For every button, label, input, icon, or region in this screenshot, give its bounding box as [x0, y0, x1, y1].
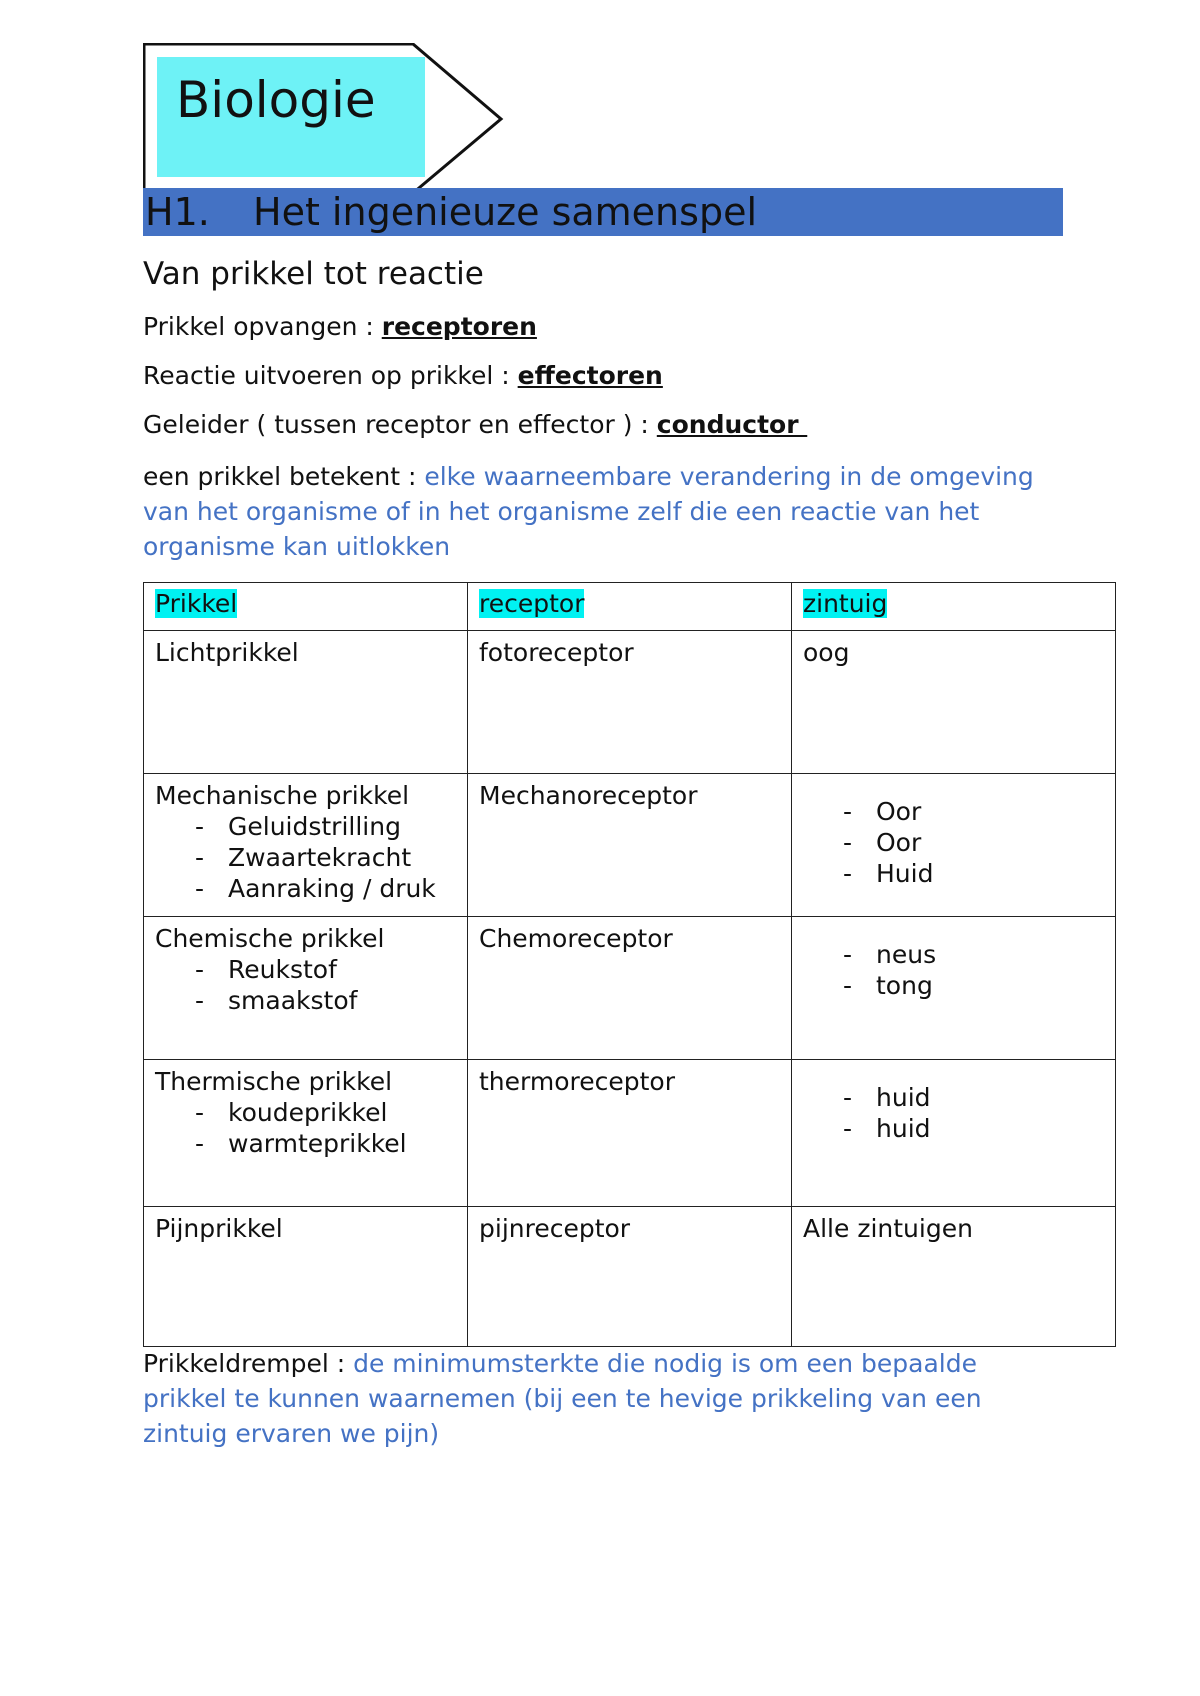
chapter-heading: [143, 188, 1063, 236]
header-cell: [792, 583, 1116, 631]
list-item-text: Aanraking / druk: [228, 874, 436, 903]
list-item-text: warmteprikkel: [228, 1129, 407, 1158]
zintuig-list: [803, 1066, 1104, 1144]
receptor-name: Chemoreceptor: [479, 924, 673, 953]
cell-prikkel: [144, 1060, 468, 1207]
list-item-text: huid: [876, 1114, 931, 1143]
zintuig-name: Alle zintuigen: [803, 1214, 973, 1243]
list-item: [155, 1097, 456, 1128]
list-item-text: koudeprikkel: [228, 1098, 388, 1127]
stimulus-label: een prikkel betekent :: [143, 462, 425, 491]
table-row: [144, 917, 1116, 1060]
header-prikkel: Prikkel: [155, 589, 238, 618]
zintuig-name: oog: [803, 638, 850, 667]
table-row: [144, 774, 1116, 917]
prikkel-name: Mechanische prikkel: [155, 781, 410, 810]
list-item-text: Zwaartekracht: [228, 843, 412, 872]
cell-zintuig: [792, 1207, 1116, 1347]
receptor-name: fotoreceptor: [479, 638, 634, 667]
definition-term: conductor: [656, 410, 808, 439]
table-row: [144, 1207, 1116, 1347]
list-item-text: Geluidstrilling: [228, 812, 401, 841]
list-item: [803, 827, 1104, 858]
definition-conductor: [143, 410, 807, 439]
receptor-name: Mechanoreceptor: [479, 781, 698, 810]
definition-effectors: [143, 361, 663, 390]
table-header-row: [144, 583, 1116, 631]
cell-receptor: [468, 1060, 792, 1207]
receptor-name: thermoreceptor: [479, 1067, 675, 1096]
definition-term: effectoren: [517, 361, 663, 390]
table-row: [144, 1060, 1116, 1207]
cell-receptor: [468, 917, 792, 1060]
cell-zintuig: [792, 1060, 1116, 1207]
list-item-text: neus: [876, 940, 937, 969]
threshold-definition: [143, 1346, 1063, 1451]
definition-label: Geleider ( tussen receptor en effector ) :: [143, 410, 657, 439]
list-item: [155, 1128, 456, 1159]
prikkel-name: Lichtprikkel: [155, 638, 299, 667]
list-item-text: Huid: [876, 859, 934, 888]
cell-prikkel: [144, 631, 468, 774]
section-title: Van prikkel tot reactie: [143, 256, 484, 292]
header-zintuig: zintuig: [803, 589, 888, 618]
sub-list: [155, 954, 456, 1016]
header-cell: [468, 583, 792, 631]
list-item: [803, 858, 1104, 889]
cell-receptor: [468, 631, 792, 774]
list-item: [803, 796, 1104, 827]
chapter-title: Het ingenieuze samenspel: [253, 190, 758, 234]
cell-prikkel: [144, 917, 468, 1060]
header-cell: [144, 583, 468, 631]
list-item-text: tong: [876, 971, 933, 1000]
prikkel-name: Thermische prikkel: [155, 1067, 393, 1096]
list-item: [155, 811, 456, 842]
threshold-label: Prikkeldrempel :: [143, 1349, 354, 1378]
list-item: [155, 873, 456, 904]
receptor-name: pijnreceptor: [479, 1214, 631, 1243]
list-item: [155, 954, 456, 985]
stimulus-text: elke waarneembare verandering in de omgeving van het organisme of in het organisme zelf die een reactie van het organisme kan uitlokken: [143, 462, 1034, 561]
zintuig-list: [803, 923, 1104, 1001]
cell-zintuig: [792, 631, 1116, 774]
list-item: [155, 985, 456, 1016]
cell-zintuig: [792, 917, 1116, 1060]
threshold-text: de minimumsterkte die nodig is om een bepaalde prikkel te kunnen waarnemen (bij een te hevige prikkeling van een zintuig ervaren we pijn): [143, 1349, 982, 1448]
sub-list: [155, 811, 456, 904]
definition-receptors: [143, 312, 537, 341]
table-row: [144, 631, 1116, 774]
cell-receptor: [468, 774, 792, 917]
list-item: [803, 939, 1104, 970]
subject-title: Biologie: [176, 71, 376, 129]
list-item: [155, 842, 456, 873]
stimulus-table: [143, 582, 1116, 1347]
cell-receptor: [468, 1207, 792, 1347]
subject-tag: [143, 43, 508, 198]
definition-term: receptoren: [381, 312, 537, 341]
zintuig-list: [803, 780, 1104, 889]
list-item-text: huid: [876, 1083, 931, 1112]
definition-label: Prikkel opvangen :: [143, 312, 382, 341]
definition-label: Reactie uitvoeren op prikkel :: [143, 361, 518, 390]
list-item-text: Oor: [876, 797, 922, 826]
stimulus-definition: [143, 459, 1063, 564]
list-item: [803, 1082, 1104, 1113]
prikkel-name: Pijnprikkel: [155, 1214, 283, 1243]
sub-list: [155, 1097, 456, 1159]
list-item-text: Reukstof: [228, 955, 337, 984]
cell-prikkel: [144, 774, 468, 917]
list-item-text: smaakstof: [228, 986, 358, 1015]
list-item: [803, 970, 1104, 1001]
list-item-text: Oor: [876, 828, 922, 857]
list-item: [803, 1113, 1104, 1144]
header-receptor: receptor: [479, 589, 585, 618]
cell-prikkel: [144, 1207, 468, 1347]
cell-zintuig: [792, 774, 1116, 917]
prikkel-name: Chemische prikkel: [155, 924, 385, 953]
chapter-number: H1.: [145, 190, 210, 234]
